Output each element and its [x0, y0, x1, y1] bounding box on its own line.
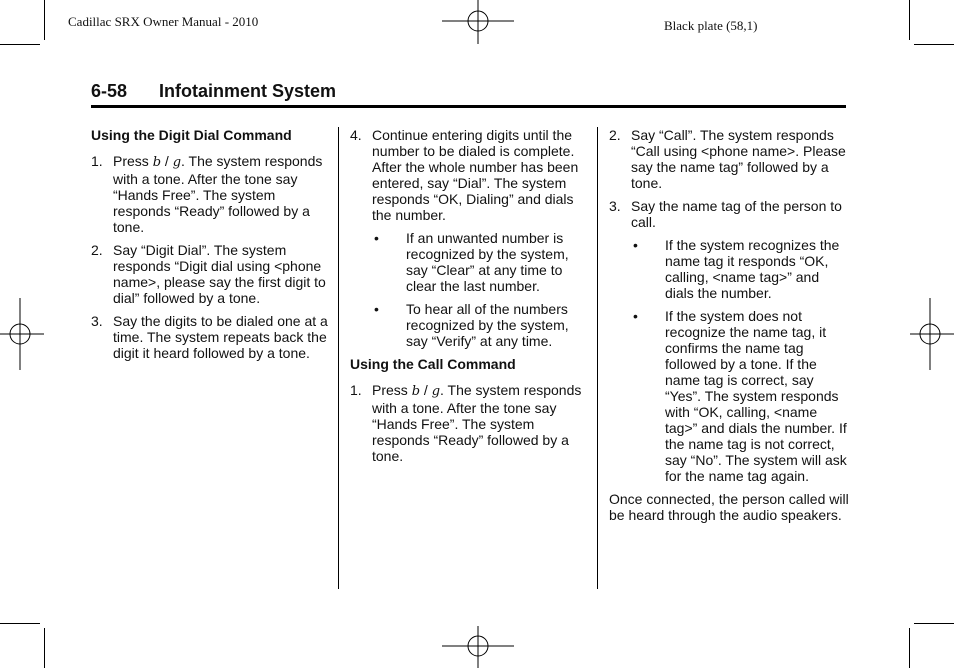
step-number: 1.: [350, 382, 362, 398]
phone-icon: b: [411, 384, 421, 399]
list-item: [91, 242, 331, 306]
step-text-pre: Press: [113, 153, 153, 169]
crop-mark: [44, 628, 45, 668]
phone-icon: b: [152, 155, 162, 170]
icon-separator: /: [161, 153, 173, 169]
list-item: [350, 382, 590, 464]
list-item: [609, 198, 849, 230]
page-number: 6-58: [91, 81, 128, 101]
step-text: Say the digits to be dialed one at a time. The system repeats back the digit it heard followed by a tone.: [113, 313, 328, 361]
step-text: [372, 382, 590, 464]
column-1: [91, 127, 331, 368]
step-number: 3.: [91, 313, 103, 329]
voice-icon: g: [172, 155, 182, 170]
crop-mark: [0, 623, 40, 624]
registration-mark-bottom: [442, 626, 514, 668]
plate-label: Black plate (58,1): [664, 18, 758, 33]
bullet-item: [372, 301, 590, 349]
step-text-pre: Press: [372, 382, 412, 398]
closing-paragraph: Once connected, the person called will be heard through the audio speakers.: [609, 491, 849, 523]
column-2: [350, 127, 590, 471]
bullet-item: [631, 237, 849, 301]
column-divider: [338, 127, 339, 589]
step-text-post: . The system responds with a tone. After the tone say “Hands Free”. The system responds “Ready” followed by a tone.: [113, 153, 323, 235]
crop-mark: [914, 44, 954, 45]
bullet-item: [372, 230, 590, 294]
list-item: [609, 127, 849, 191]
section-heading: Using the Call Command: [350, 356, 516, 372]
bullet-text: If the system does not recognize the name tag, it confirms the name tag followed by a tone. If the name tag is correct, say “Yes”. The system responds with “OK, calling, <name tag>” and dials the number. If the name tag is not correct, say “No”. The system will ask for the name tag again.: [665, 308, 847, 484]
page-header: [91, 81, 846, 108]
step-number: 2.: [91, 242, 103, 258]
list-item: [350, 127, 590, 223]
step-number: 4.: [350, 127, 362, 143]
step-text: Say “Digit Dial”. The system responds “Digit dial using <phone name>, please say the first digit to dial” followed by a tone.: [113, 242, 326, 306]
step-text: Say “Call”. The system responds “Call using <phone name>. Please say the name tag” followed by a tone.: [631, 127, 846, 191]
bullet-mark: •: [633, 308, 638, 324]
step-number: 2.: [609, 127, 621, 143]
step-text: [113, 153, 331, 235]
bullet-text: If an unwanted number is recognized by the system, say “Clear” at any time to clear the last number.: [406, 230, 569, 294]
crop-mark: [44, 0, 45, 40]
list-item: [91, 153, 331, 235]
crop-mark: [909, 628, 910, 668]
bullet-text: To hear all of the numbers recognized by the system, say “Verify” at any time.: [406, 301, 569, 349]
bullet-mark: •: [633, 237, 638, 253]
column-3: [609, 127, 849, 523]
crop-mark: [0, 44, 40, 45]
bullet-text: If the system recognizes the name tag it responds “OK, calling, <name tag>” and dials the number.: [665, 237, 840, 301]
crop-mark: [909, 0, 910, 40]
step-text-post: . The system responds with a tone. After the tone say “Hands Free”. The system responds “Ready” followed by a tone.: [372, 382, 582, 464]
voice-icon: g: [431, 384, 441, 399]
step-number: 3.: [609, 198, 621, 214]
step-number: 1.: [91, 153, 103, 169]
bullet-mark: •: [374, 301, 379, 317]
registration-mark-left: [0, 298, 44, 370]
registration-mark-top: [442, 0, 514, 44]
page-title: Infotainment System: [159, 81, 337, 101]
manual-title: Cadillac SRX Owner Manual - 2010: [68, 14, 259, 29]
icon-separator: /: [420, 382, 432, 398]
bullet-mark: •: [374, 230, 379, 246]
column-divider: [597, 127, 598, 589]
step-text: Say the name tag of the person to call.: [631, 198, 842, 230]
crop-mark: [914, 623, 954, 624]
registration-mark-right: [910, 298, 954, 370]
list-item: [91, 313, 331, 361]
bullet-item: [631, 308, 849, 484]
section-heading: Using the Digit Dial Command: [91, 127, 292, 143]
step-text: Continue entering digits until the number to be dialed is complete. After the whole number has been entered, say “Dial”. The system responds “OK, Dialing” and dials the number.: [372, 127, 579, 223]
